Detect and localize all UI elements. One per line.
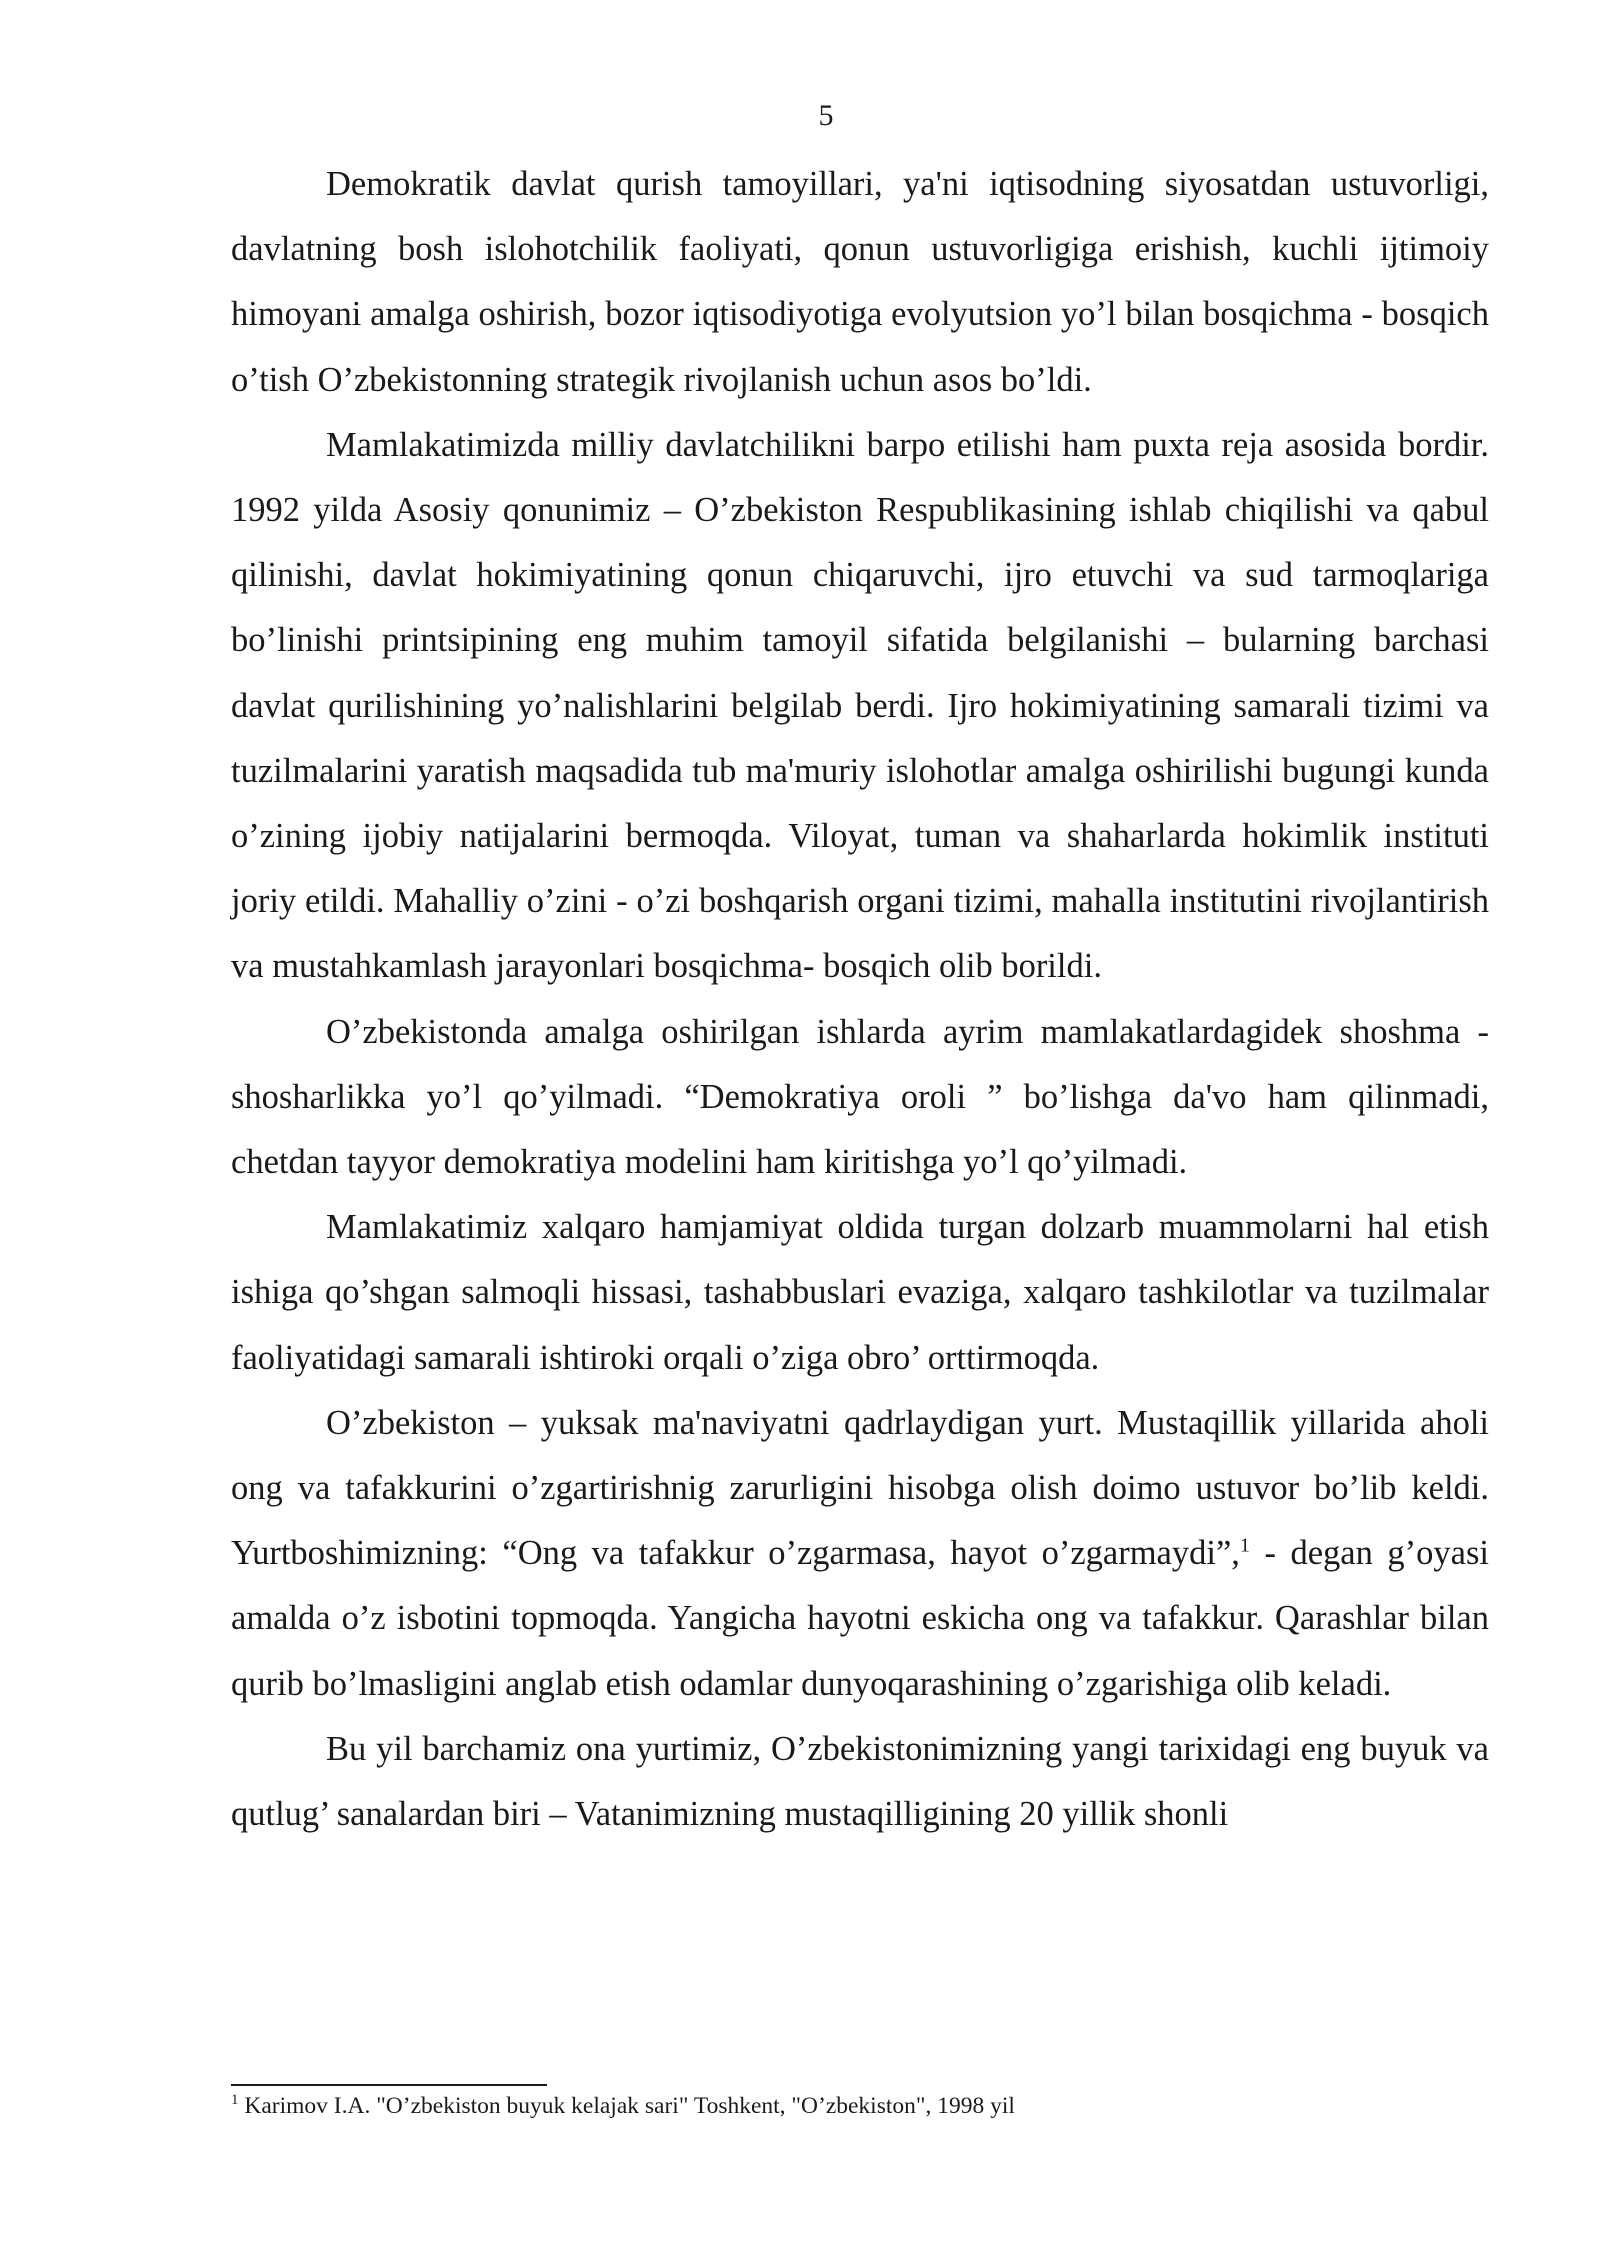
paragraph-4: Mamlakatimiz xalqaro hamjamiyat oldida turgan dolzarb muammolarni hal etish ishiga qo’shgan salmoqli hissasi, tashabbuslari evaziga, xalqaro tashkilotlar va tuzilmalar faoliyatidagi samarali ishtiroki orqali o’ziga obro’ orttirmoqda. bbox=[231, 1208, 1489, 1377]
paragraph-5-text-before-ref: O’zbekiston – yuksak ma'naviyatni qadrlaydigan yurt. Mustaqillik yillarida aholi ong va tafakkurini o’zgartirishnig zarurligini hisobga olish doimo ustuvor bo’lib keldi. Yurtboshimizning: “Ong va tafakkur o’zgarmasa, hayot o’zgarmaydi”, bbox=[231, 1403, 1489, 1573]
page-number: 5 bbox=[818, 99, 834, 132]
footnote bbox=[231, 2090, 1489, 2122]
footnote-mark: 1 bbox=[231, 2092, 239, 2109]
paragraph-2: Mamlakatimizda milliy davlatchilikni barpo etilishi ham puxta reja asosida bordir. 1992 yilda Asosiy qonunimiz – O’zbekiston Respublikasining ishlab chiqilishi va qabul qilinishi, davlat hokimiyatining qonun chiqaruvchi, ijro etuvchi va sud tarmoqlariga bo’linishi printsipining eng muhim tamoyil sifatida belgilanishi – bularning barchasi davlat qurilishining yo’nalishlarini belgilab berdi. Ijro hokimiyatining samarali tizimi va tuzilmalarini yaratish maqsadida tub ma'muriy islohotlar amalga oshirilishi bugungi kunda o’zining ijobiy natijalarini bermoqda. Viloyat, tuman va shaharlarda hokimlik instituti joriy etildi. Mahalliy o’zini - o’zi boshqarish organi tizimi, mahalla institutini rivojlantirish va mustahkamlash jarayonlari bosqichma- bosqich olib borildi. bbox=[231, 425, 1489, 986]
paragraph-5 bbox=[231, 1391, 1489, 1717]
footnote-separator bbox=[231, 2084, 547, 2086]
paragraph-6: Bu yil barchamiz ona yurtimiz, O’zbekistonimizning yangi tarixidagi eng buyuk va qutlug’ sanalardan biri – Vatanimizning mustaqilligining 20 yillik shonli bbox=[231, 1729, 1489, 1834]
body-text bbox=[231, 152, 1489, 1847]
footnote-reference[interactable]: 1 bbox=[1239, 1534, 1250, 1557]
paragraph-3: O’zbekistonda amalga oshirilgan ishlarda ayrim mamlakatlardagidek shoshma - shosharlikka yo’l qo’yilmadi. “Demokratiya oroli ” bo’lishga da'vo ham qilinmadi, chetdan tayyor demokratiya modelini ham kiritishga yo’l qo’yilmadi. bbox=[231, 1012, 1489, 1182]
paragraph-5-text-after-ref: - degan g’oyasi amalda o’z isbotini topmoqda. Yangicha hayotni eskicha ong va tafakkur. Qarashlar bilan qurib bo’lmasligini anglab etish odamlar dunyoqarashining o’zgarishiga olib keladi. bbox=[231, 1534, 1489, 1703]
paragraph-1: Demokratik davlat qurish tamoyillari, ya'ni iqtisodning siyosatdan ustuvorligi, davlatning bosh islohotchilik faoliyati, qonun ustuvorligiga erishish, kuchli ijtimoiy himoyani amalga oshirish, bozor iqtisodiyotiga evolyutsion yo’l bilan bosqichma - bosqich o’tish O’zbekistonning strategik rivojlanish uchun asos bo’ldi. bbox=[231, 165, 1489, 399]
footnote-text: Karimov I.A. "O’zbekiston buyuk kelajak sari" Toshkent, "O’zbekiston", 1998 yil bbox=[238, 2093, 1015, 2119]
